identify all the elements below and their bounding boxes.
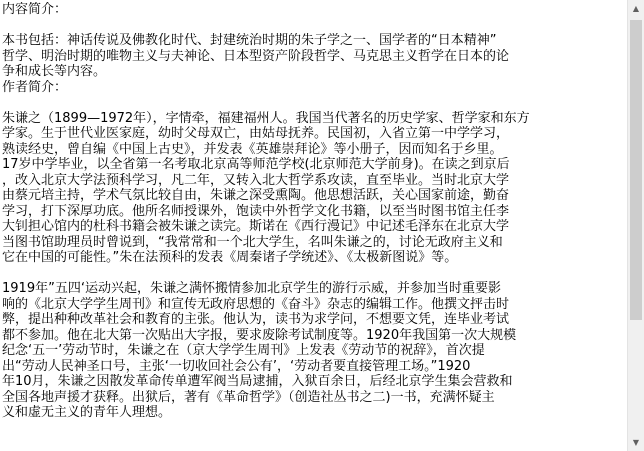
bio-line: 它在中国的可能性。”朱在法预科的发表《周秦诸子学统述》、《太极新图说》等。	[2, 250, 458, 265]
history-line: 弊，提出种种改革社会和教育的主张。他认为，读书为求学问，不想要文凭，连毕业考试	[2, 312, 510, 327]
history-line: 纪念‘五一’劳动节时，朱谦之在（京大学学生周刊》上发表《劳动节的祝辞》，首次提	[2, 343, 485, 358]
bio-line: 朱谦之（1899—1972年），字情牵，福建福州人。我国当代著名的历史学家、哲学家和东方	[2, 110, 530, 126]
bio-line: ，改入北京大学法预科学习，凡二年，又转入北大哲学系攻读，直至毕业。当时北京大学	[2, 172, 510, 188]
history-line: 都不参加。他在北大第一次贴出大字报，要求废除考试制度等。1920年我国第一次大规模	[2, 327, 517, 343]
blank-line	[2, 95, 620, 111]
bio-line: 17岁中学毕业，以全省第一名考取北京高等师范学校(北京师范大学前身)。在读之到京后	[2, 157, 510, 172]
blank-line	[2, 266, 620, 282]
bio-line: 学家。生于世代业医家庭，幼时父母双亡，由姑母抚养。民国初，入省立第一中学学习，	[2, 126, 510, 141]
blank-line	[2, 18, 620, 34]
bio-line: 熟读经史，曾自编《中国上古史》，并发表《英雄崇拜论》等小册子，因而知名于乡里。	[2, 141, 503, 157]
intro-line: 本书包括：神话传说及佛教化时代、封建统治时期的朱子学之一、国学者的“日本精神”	[2, 33, 497, 48]
vertical-scrollbar[interactable]	[627, 0, 644, 451]
arrow-down-icon[interactable]: ▼	[632, 438, 640, 447]
history-line: 义和虚无主义的青年人理想。	[2, 405, 172, 420]
scrollbar-thumb[interactable]	[630, 20, 642, 320]
intro-line: 争和成长等内容。	[2, 64, 107, 79]
intro-line: 哲学、明治时期的唯物主义与夫神论、日本型资产阶段哲学、马克思主义哲学在日本的论	[2, 48, 510, 64]
bio-line: 由蔡元培主持，学术气氛比较自由，朱谦之深受熏陶。他思想活跃，关心国家前途，勤奋	[2, 188, 510, 203]
history-line: 出“劳动人民神圣口号，主张‘一切收回社会公有’，‘劳动者要直接管理工场。”1920	[2, 358, 471, 374]
arrow-up-icon[interactable]: ▲	[632, 4, 640, 13]
history-line: 全国各地声援才获释。出狱后，著有《革命哲学》（创造社丛书之二)一书，充满怀疑主	[2, 389, 495, 405]
intro-heading: 内容简介：	[2, 2, 68, 17]
bio-line: 当图书馆助理员时曾说到，“我常常和一个北大学生，名叫朱谦之的，讨论无政府主义和	[2, 234, 503, 250]
author-heading: 作者简介：	[2, 79, 68, 95]
bio-line: 学习，打下深厚功底。他所名师授课外，饱读中外哲学文化书籍，以至当时图书馆主任李	[2, 203, 510, 219]
history-line: 年10月，朱谦之因散发革命传单遭军阀当局逮捕，入狱百余日，后经北京学生集会营救和	[2, 374, 513, 389]
history-line: 响的《北京大学学生周刊》和宣传无政府思想的《奋斗》杂志的编辑工作。他撰文抨击时	[2, 296, 510, 312]
bio-line: 大钊担心馆内的杜科书籍会被朱谦之读完。斯诺在《西行漫记》中记述毛泽东在北京大学	[2, 219, 510, 234]
history-line: 1919年”五四‘运动兴起，朱谦之满怀搬情参加北京学生的游行示威，并参加当时重要影	[2, 281, 501, 296]
